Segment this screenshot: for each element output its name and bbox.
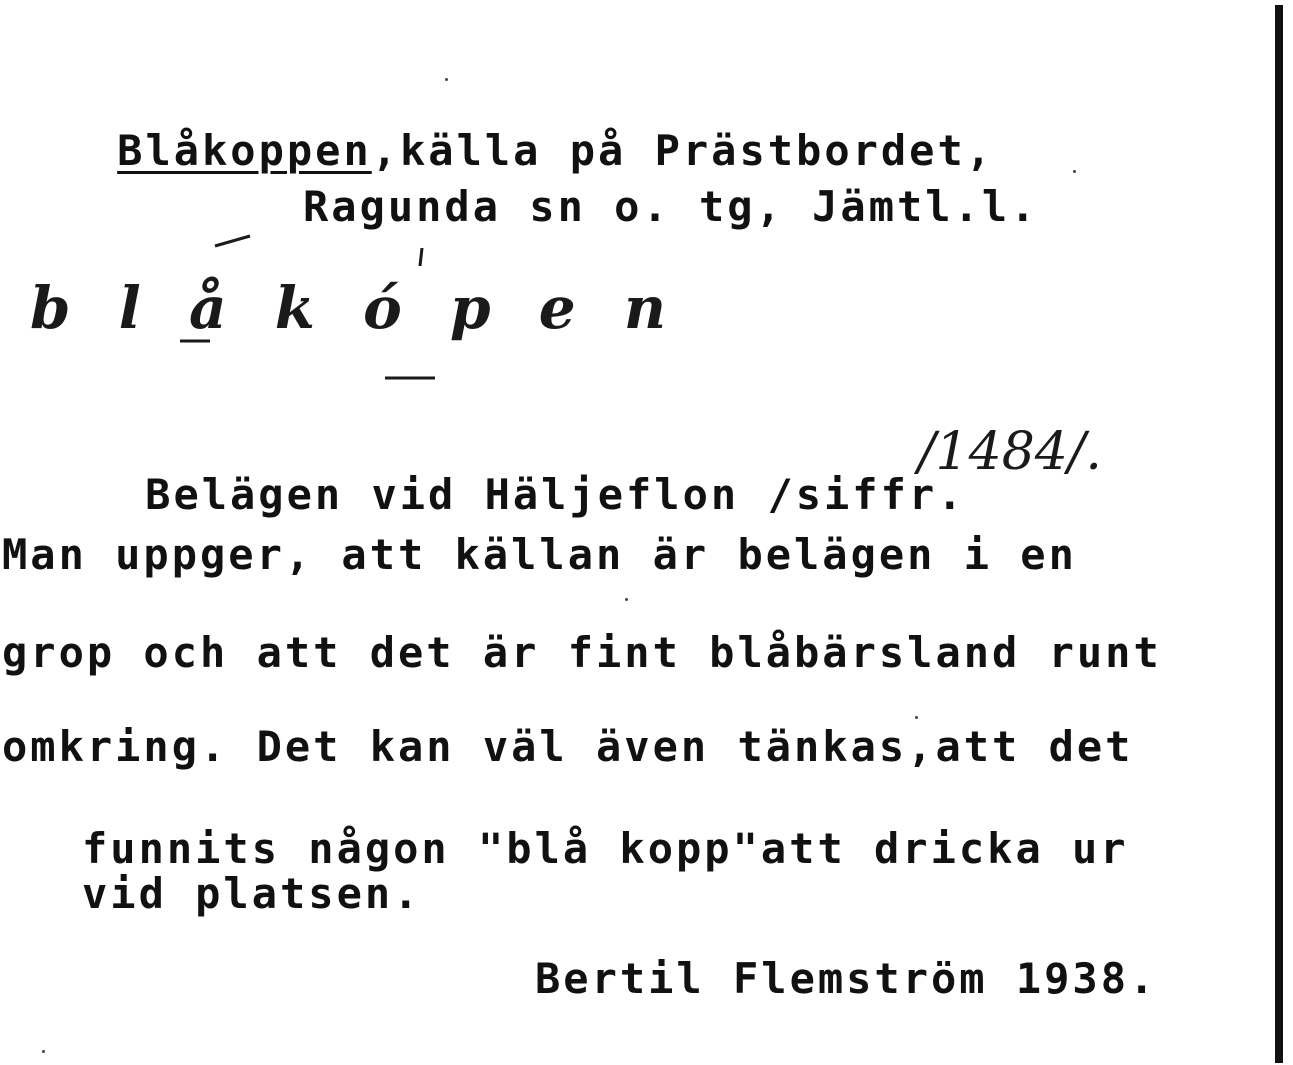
card-edge bbox=[1275, 5, 1283, 1063]
speck bbox=[445, 78, 448, 81]
handwritten-pronunciation bbox=[30, 236, 730, 386]
body-line-3: grop och att det är fint blåbärsland runt bbox=[2, 628, 1162, 677]
speck bbox=[42, 1050, 45, 1053]
speck bbox=[625, 598, 628, 601]
place-name: Blåkoppen bbox=[117, 126, 372, 175]
body-line-text: Belägen vid Häljeflon /siffr. bbox=[145, 470, 966, 519]
signature: Bertil Flemström 1938. bbox=[535, 954, 1158, 1003]
body-line-4: omkring. Det kan väl även tänkas,att det bbox=[2, 722, 1134, 771]
place-description: ,källa på Prästbordet, bbox=[371, 126, 995, 175]
accent-mark bbox=[215, 236, 250, 246]
speck bbox=[915, 716, 918, 719]
body-line-6: vid platsen. bbox=[82, 869, 422, 918]
location-line: Ragunda sn o. tg, Jämtl.l. bbox=[303, 182, 1039, 231]
map-number: /1484/. bbox=[918, 422, 1102, 482]
accent-mark bbox=[420, 248, 422, 266]
speck bbox=[1073, 170, 1076, 173]
body-line-5: funnits någon "blå kopp"att dricka ur bbox=[82, 824, 1129, 873]
pronunciation-text: b l å k ó p e n bbox=[30, 274, 681, 342]
body-line-2: Man uppger, att källan är belägen i en bbox=[2, 530, 1077, 579]
